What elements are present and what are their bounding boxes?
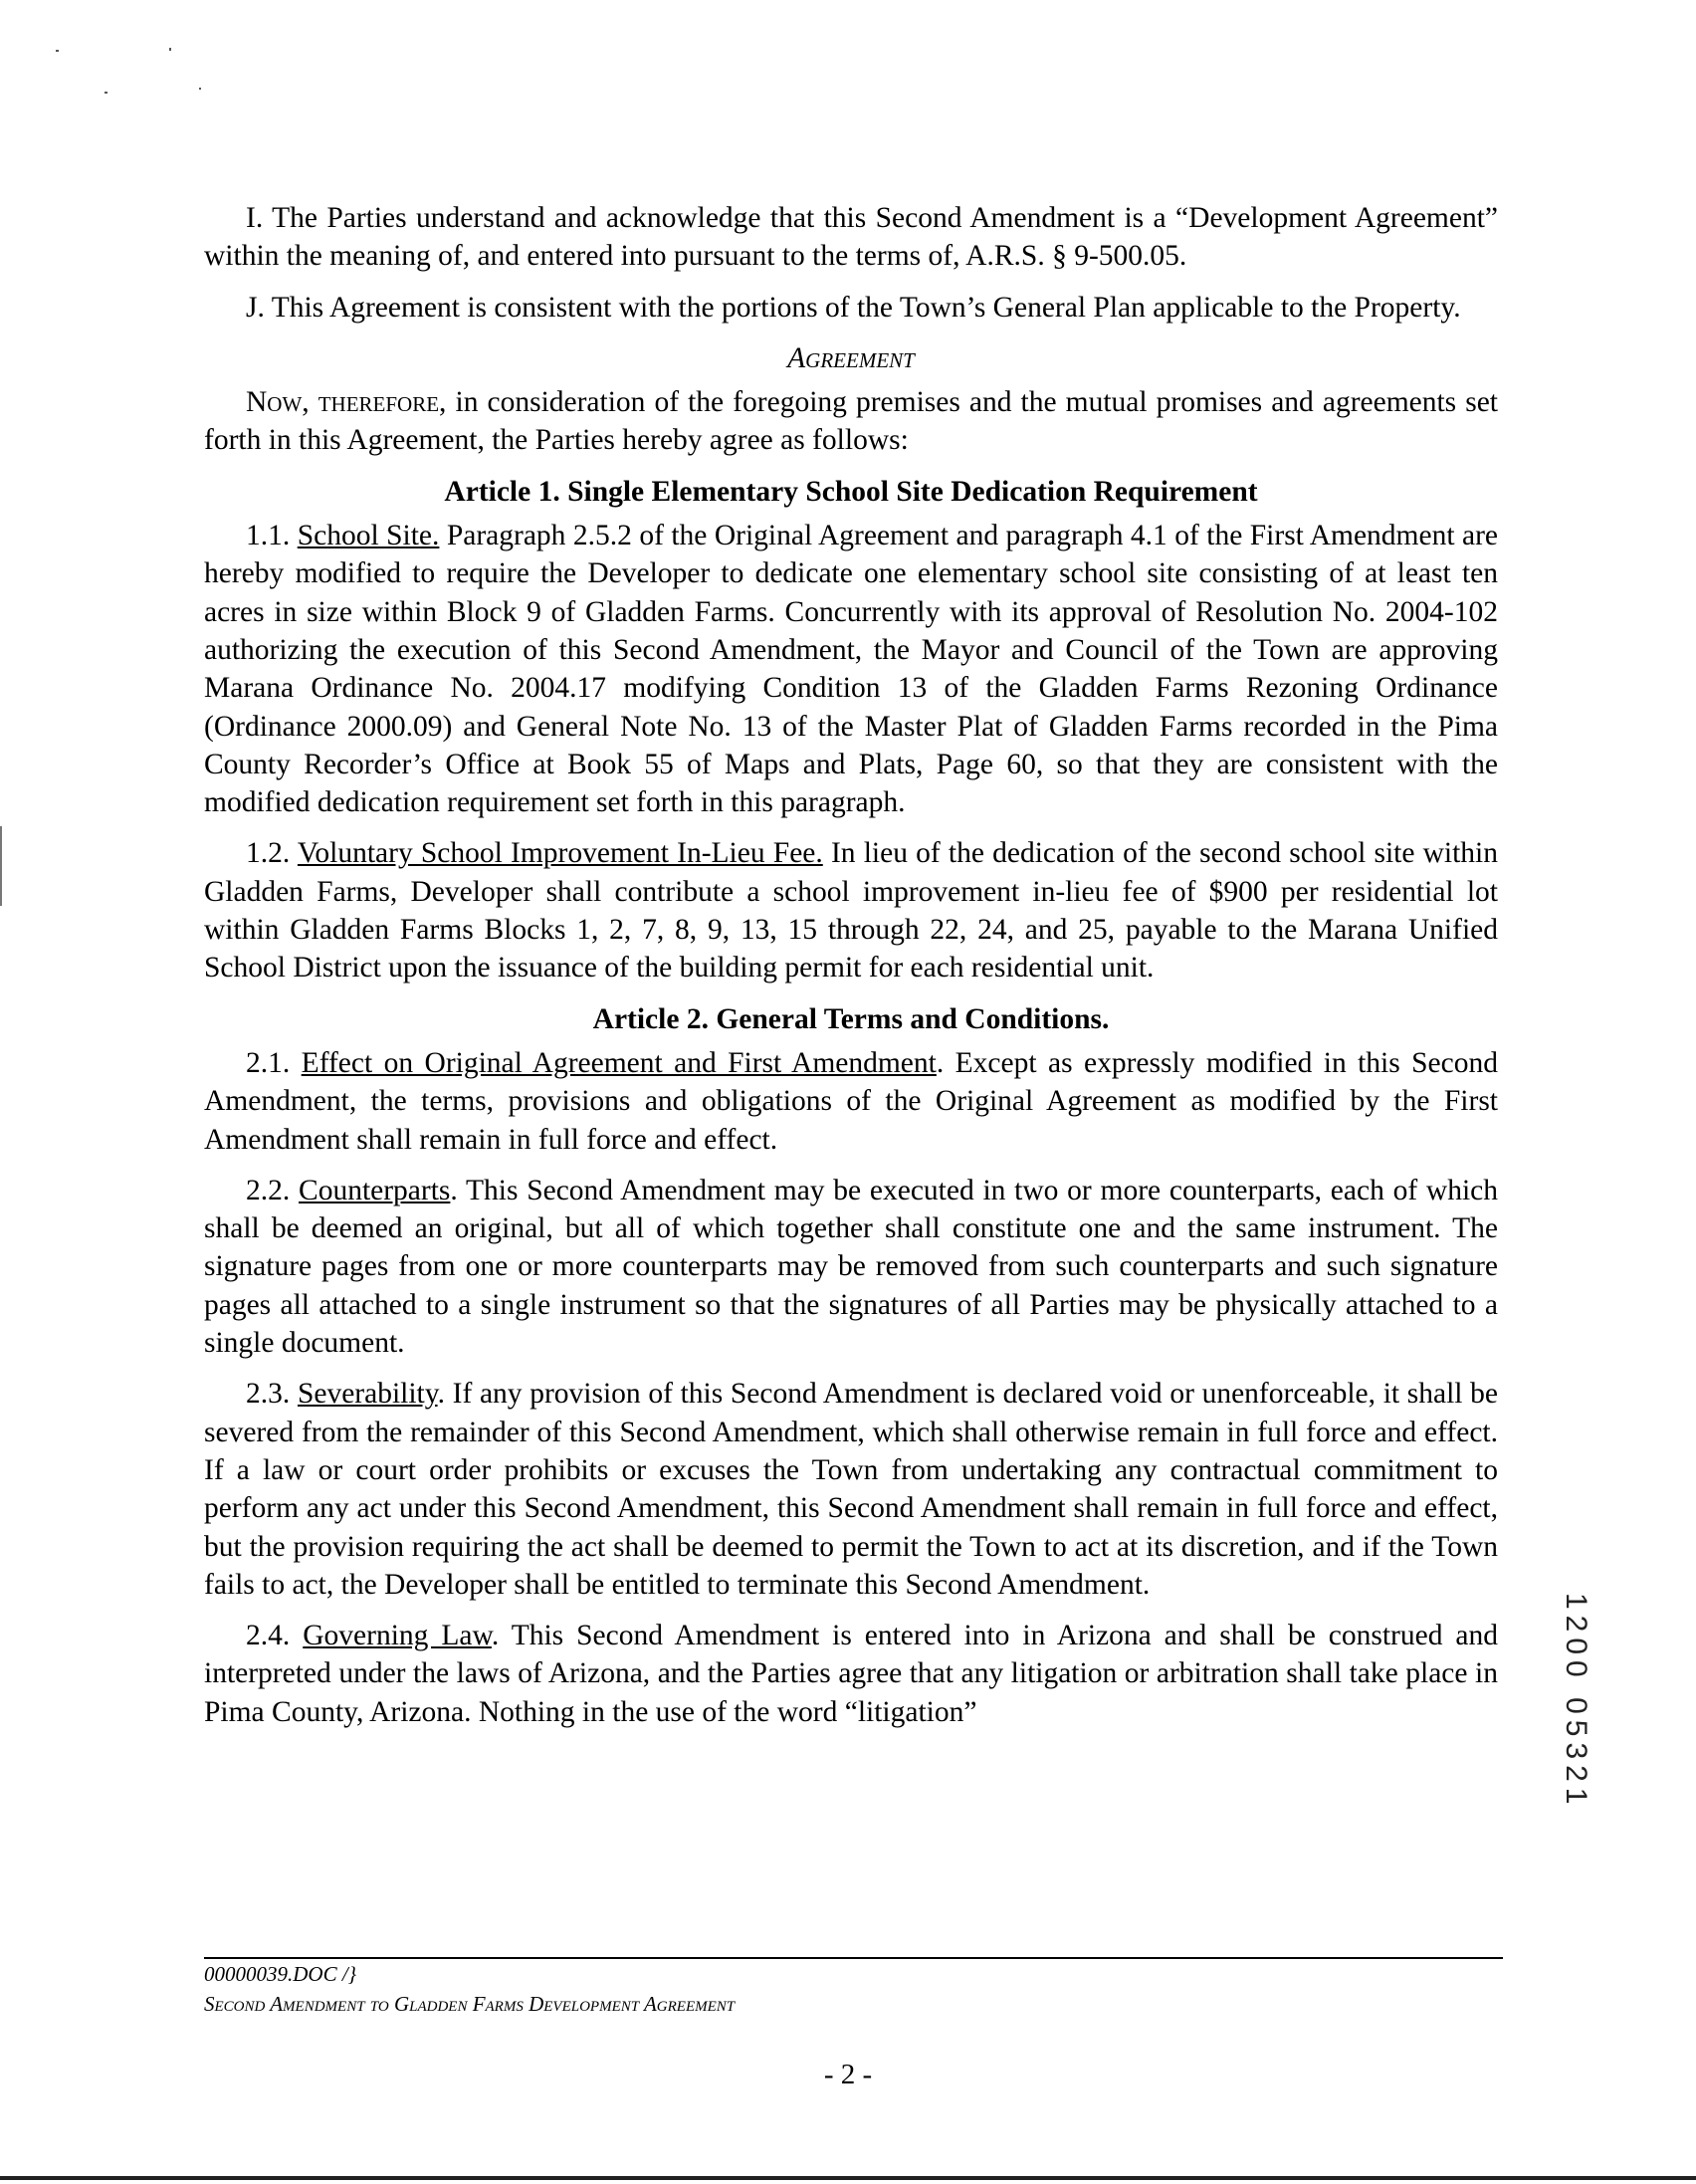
document-body xyxy=(204,199,1498,1744)
section-title: Voluntary School Improvement In-Lieu Fee. xyxy=(297,837,823,870)
section-title: Effect on Original Agreement and First Amendment xyxy=(301,1046,937,1079)
section-number: 2.1. xyxy=(246,1046,302,1079)
section-number: 2.2. xyxy=(246,1174,300,1206)
now-therefore-lead: Now, therefore, xyxy=(246,386,447,419)
scan-speck xyxy=(56,50,59,52)
left-scan-edge xyxy=(0,826,2,906)
section-2-3 xyxy=(204,1375,1498,1604)
section-1-1 xyxy=(204,517,1498,821)
agreement-heading: Agreement xyxy=(787,341,915,374)
section-text: Paragraph 2.5.2 of the Original Agreement and paragraph 4.1 of the First Amendment are hereby modified to require the Developer to dedicate one elementary school site consisting of at least ten acres in size within Block 9 of Gladden Farms. Concurrently with its approval of Resolution No. 2004-102 authorizing the execution of this Second Amendment, the Mayor and Council of the Town are approving Marana Ordinance No. 2004.17 modifying Condition 13 of the Gladden Farms Rezoning Ordinance (Ordinance 2000.09) and General Note No. 13 of the Master Plat of Gladden Farms recorded in the Pima County Recorder’s Office at Book 55 of Maps and Plats, Page 60, so that they are consistent with the modified dedication requirement set forth in this paragraph. xyxy=(204,520,1499,819)
now-therefore-text: in consideration of the foregoing premises and the mutual promises and agreements set forth in this Agreement, the Parties hereby agree as follows: xyxy=(204,386,1498,457)
section-2-4 xyxy=(204,1617,1498,1731)
section-title: School Site. xyxy=(297,520,440,552)
article-2-heading: Article 2. General Terms and Conditions. xyxy=(592,1002,1110,1035)
recorder-stamp: 1200 05321 xyxy=(1560,1593,1592,1811)
section-1-2 xyxy=(204,834,1498,986)
scan-speck xyxy=(199,88,201,90)
page-number: - 2 - xyxy=(823,2059,873,2090)
section-text: . This Second Amendment may be executed in two or more counterparts, each of which shall be deemed an original, but all of which together shall constitute one and the same instrument. The signature pages from one or more counterparts may be removed from such counterparts and such signature pages all attached to a single instrument so that the signatures of all Parties may be physically attached to a single document. xyxy=(204,1174,1499,1360)
section-number: 2.3. xyxy=(246,1378,298,1411)
section-text: . This Second Amendment is entered into in Arizona and shall be construed and interpreted under the laws of Arizona, and the Parties agree that any litigation or arbitration shall take place in Pima County, Arizona. Nothing in the use of the word “litigation” xyxy=(204,1620,1499,1728)
section-number: 2.4. xyxy=(246,1620,304,1652)
scan-speck xyxy=(105,92,107,94)
recital-i: I. The Parties understand and acknowledge that this Second Amendment is a “Development Agreement” within the meaning of, and entered into pursuant to the terms of, A.R.S. § 9-500.05. xyxy=(204,202,1498,273)
section-number: 1.2. xyxy=(246,837,298,870)
footer-doc-title: Second Amendment to Gladden Farms Development Agreement xyxy=(204,1992,736,2016)
section-title: Governing Law xyxy=(303,1620,492,1652)
section-text: . If any provision of this Second Amendment is declared void or unenforceable, it shall be severed from the remainder of this Second Amendment, which shall otherwise remain in full force and effect. If a law or court order prohibits or excuses the Town from undertaking any contractual commitment to perform any act under this Second Amendment, this Second Amendment shall remain in full force and effect, but the provision requiring the act shall be deemed to permit the Town to act at its discretion, and if the Town fails to act, the Developer shall be entitled to terminate this Second Amendment. xyxy=(204,1378,1499,1601)
article-1-heading: Article 1. Single Elementary School Site Dedication Requirement xyxy=(444,475,1258,508)
scan-speck xyxy=(169,48,171,51)
now-therefore-paragraph xyxy=(204,383,1498,460)
section-title: Severability xyxy=(297,1378,438,1411)
recital-j: J. This Agreement is consistent with the portions of the Town’s General Plan applicable to the Property. xyxy=(246,291,1461,324)
bottom-scan-edge xyxy=(0,2176,1696,2180)
page-footer xyxy=(204,1957,1503,2019)
section-number: 1.1. xyxy=(246,520,298,552)
section-title: Counterparts xyxy=(299,1174,451,1206)
section-text: In lieu of the dedication of the second school site within Gladden Farms, Developer shall contribute a school improvement in-lieu fee of $900 per residential lot within Gladden Farms Blocks 1, 2, 7, 8, 9, 13, 15 through 22, 24, and 25, payable to the Marana Unified School District upon the issuance of the building permit for each residential unit. xyxy=(204,837,1499,984)
section-2-1 xyxy=(204,1044,1498,1159)
footer-doc-id: 00000039.DOC /} xyxy=(204,1962,357,1986)
section-2-2 xyxy=(204,1172,1498,1362)
section-text: . Except as expressly modified in this Second Amendment, the terms, provisions and obligations of the Original Agreement as modified by the First Amendment shall remain in full force and effect. xyxy=(204,1046,1498,1156)
